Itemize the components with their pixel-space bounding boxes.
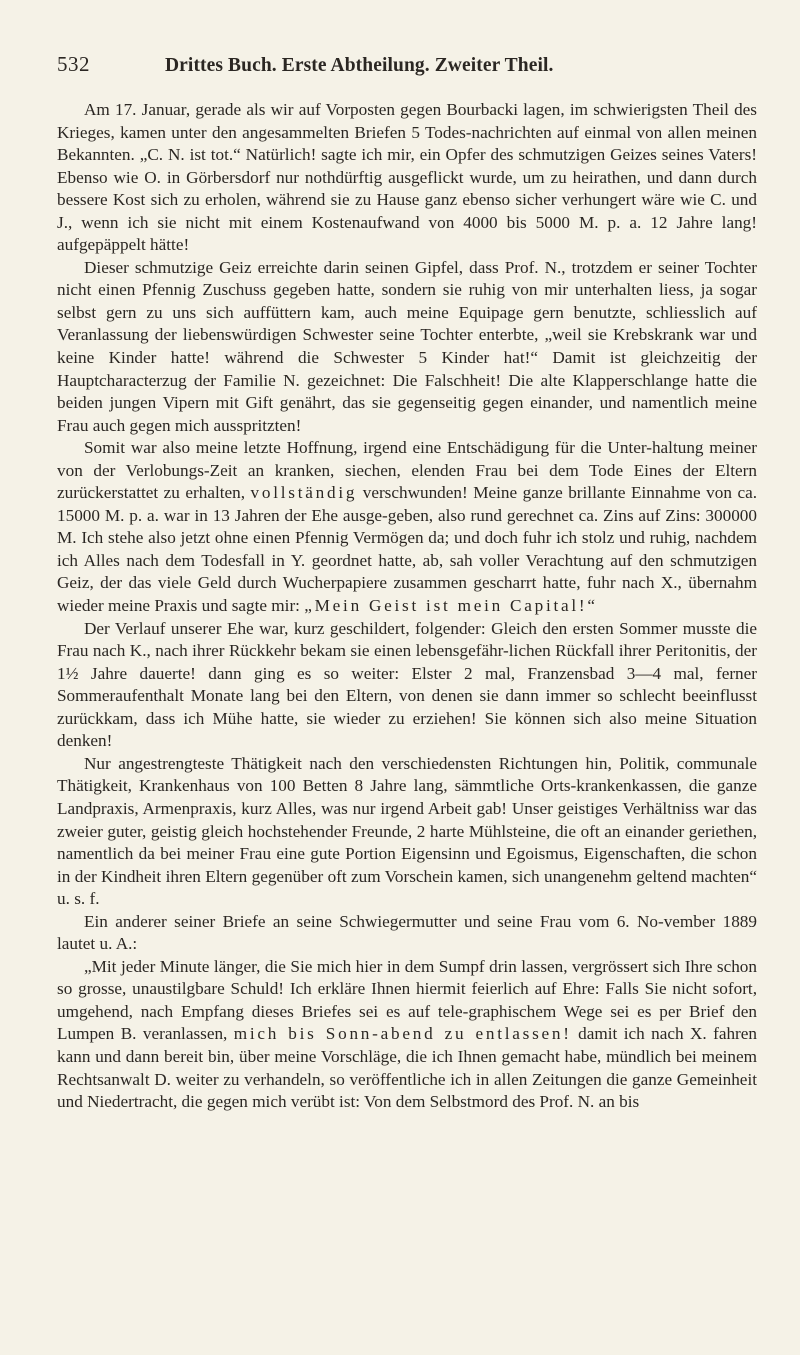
paragraph-4: Der Verlauf unserer Ehe war, kurz geschildert, folgender: Gleich den ersten Sommer musste die Frau nach K., nach ihrer Rückkehr bekam sie einen lebensgefähr-lichen Rückfall ihrer Peritonitis, der 1½ Jahre dauerte! dann ging es so weiter: Elster 2 mal, Franzensbad 3—4 mal, ferner Sommeraufenthalt Monate lang bei den Eltern, von denen sie dann immer so schlecht beeinflusst zurückkam, dass ich Mühe hatte, sie wieder zu erziehen! Sie können sich also meine Situation denken!	[57, 618, 757, 751]
paragraph-5: Nur angestrengteste Thätigkeit nach den verschiedensten Richtungen hin, Politik, communale Thätigkeit, Krankenhaus von 100 Betten 8 Jahre lang, sämmtliche Orts-krankenkassen, die ganze Landpraxis, Armenpraxis, kurz Alles, was nur irgend Arbeit gab! Unser geistiges Verhältniss war das zweier guter, geistig gleich hochstehender Freunde, 2 harte Mühlsteine, die oft an einander geriethen, namentlich da bei meiner Frau eine gute Portion Eigensinn und Egoismus, Eigenschaften, die schon in der Kindheit ihren Eltern gegenüber oft zum Vorschein kamen, sich unangenehm geltend machten“ u. s. f.	[57, 753, 757, 909]
body-text	[57, 99, 757, 1114]
paragraph-3-text-middle: verschwunden! Meine ganze brillante Einnahme von ca. 15000 M. p. a. war in 13 Jahren der Ehe ausge-geben, also rund gerechnet ca. Zins auf Zins: 300000 M. Ich stehe also jetzt ohne einen Pfennig Vermögen da; und doch fuhr ich stolz und ruhig, nachdem ich Alles nach dem Todesfall in Y. geordnet hatte, ab, sah voller Verachtung auf den schmutzigen Geiz, der das viele Geld durch Wucherpapiere zusammen gescharrt hatte, fuhr nach X., übernahm wieder meine Praxis und sagte mir:	[57, 483, 758, 616]
paragraph-7	[57, 956, 757, 1114]
running-header	[57, 52, 757, 86]
paragraph-3-emphasis-vollstaendig: vollständig	[250, 483, 358, 503]
paragraph-7-text-middle: damit ich nach X. fahren kann und dann bereit bin, über meine Vorschläge, die ich Ihnen gemacht habe, mündlich bei meinem Rechtsanwalt D. weiter zu verhandeln, so veröffentliche ich in allen Zeitungen die ganze Gemeinheit und Niedertracht, die gegen mich verübt ist: Von dem Selbstmord des Prof. N. an bis	[57, 1024, 758, 1112]
paragraph-3	[57, 437, 757, 617]
paragraph-2: Dieser schmutzige Geiz erreichte darin seinen Gipfel, dass Prof. N., trotzdem er seiner Tochter nicht einen Pfennig Zuschuss gegeben hatte, sondern sie ruhig von mir unterhalten liess, ja sogar selbst gern zu uns sich auffüttern kam, auch meine Equipage gern benutzte, schliesslich auf Veranlassung der liebenswürdigen Schwester seine Tochter enterbte, „weil sie Krebskrank war und keine Kinder hatte! während die Schwester 5 Kinder hat!“ Damit ist gleichzeitig der Hauptcharacterzug der Familie N. gezeichnet: Die Falschheit! Die alte Klapperschlange hatte die beiden jungen Vipern mit Gift genährt, das sie gegenseitig gegen einander, und namentlich meine Frau auch gegen mich ausspritzten!	[57, 257, 757, 435]
paragraph-3-text-before: Somit war also meine letzte Hoffnung, irgend eine Entschädigung für die Unter-haltung meiner von der Verlobungs-Zeit an kranken, siechen, elenden Frau bei dem Tode Eines der Eltern zurückerstattet zu erhalten,	[57, 438, 757, 503]
paragraph-7-emphasis-entlassen: mich bis Sonn-abend zu entlassen!	[233, 1024, 572, 1044]
paragraph-3-emphasis-capital: „Mein Geist ist mein Capital!“	[304, 596, 598, 616]
paragraph-6: Ein anderer seiner Briefe an seine Schwiegermutter und seine Frau vom 6. No-vember 1889 lautet u. A.:	[57, 911, 757, 954]
paragraph-1: Am 17. Januar, gerade als wir auf Vorposten gegen Bourbacki lagen, im schwierigsten Theil des Krieges, kamen unter den angesammelten Briefen 5 Todes-nachrichten auf einmal von allen meinen Bekannten. „C. N. ist tot.“ Natürlich! sagte ich mir, ein Opfer des schmutzigen Geizes seines Vaters! Ebenso wie O. in Görbersdorf nur nothdürftig ausgeflickt wurde, um zu heirathen, und dann durch bessere Kost sich zu erholen, während sie zu Hause ganz ebenso sicher verhungert wäre wie C. und J., wenn ich sie nicht mit einem Kostenaufwand von 4000 bis 5000 M. p. a. 12 Jahre lang! aufgepäppelt hätte!	[57, 100, 757, 255]
running-header-title: Drittes Buch. Erste Abtheilung. Zweiter Theil.	[165, 55, 554, 76]
paragraph-7-text-before: „Mit jeder Minute länger, die Sie mich hier in dem Sumpf drin lassen, vergrössert sich Ihre schon so grosse, unaustilgbare Schuld! Ich erkläre Ihnen hiermit feierlich auf Ehre: Falls Sie nicht sofort, umgehend, nach Empfang dieses Briefes sei es auf tele-graphischem Wege sei es per Brief den Lumpen B. veranlassen,	[57, 956, 757, 1044]
page-number: 532	[57, 52, 90, 76]
